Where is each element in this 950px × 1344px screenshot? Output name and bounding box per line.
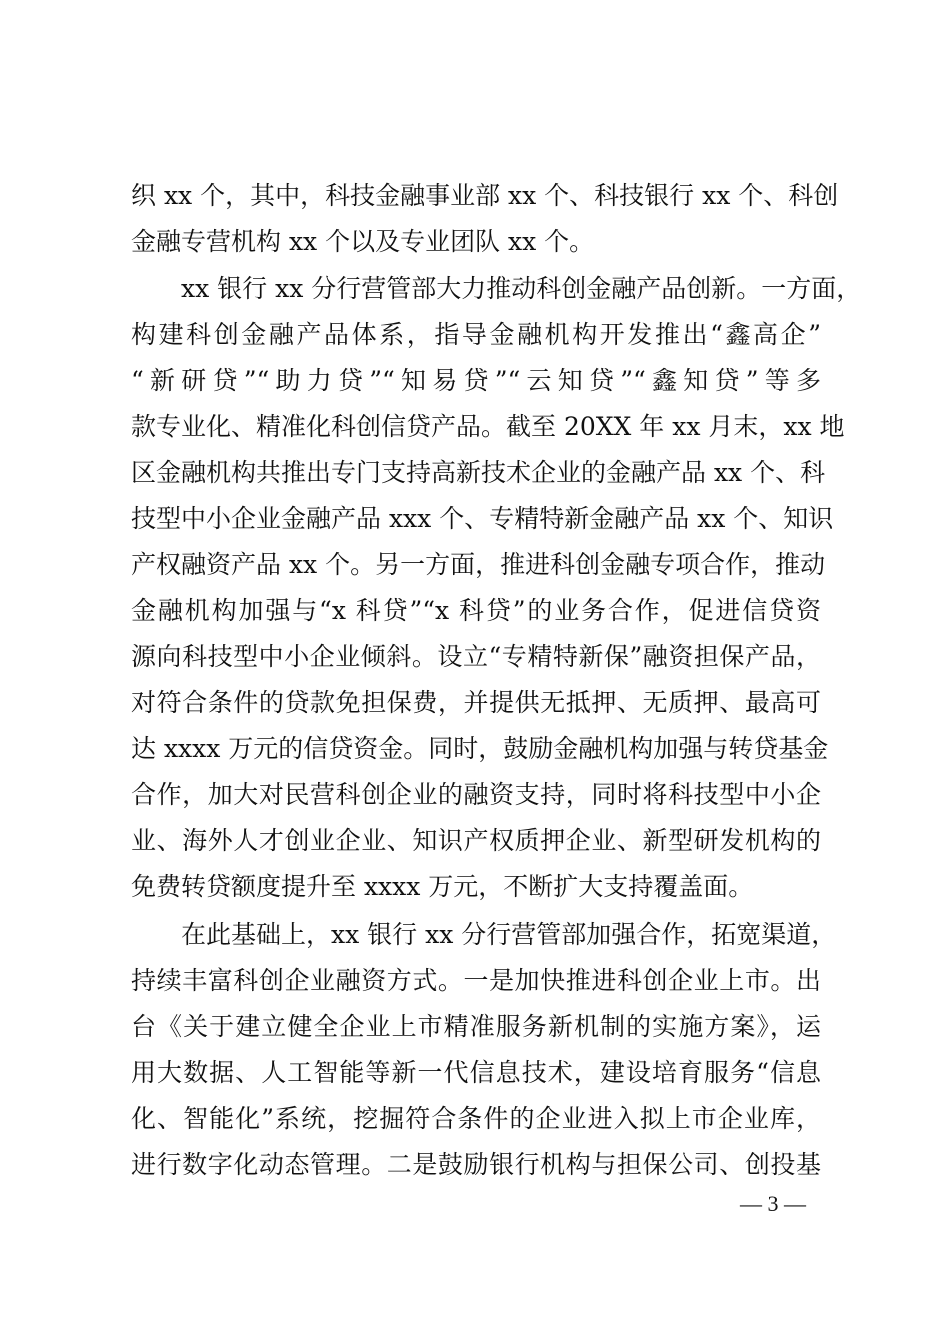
text-line: 达 xxxx 万元的信贷资金。同时，鼓励金融机构加强与转贷基金 [131, 734, 829, 763]
text-line: 业、海外人才创业企业、知识产权质押企业、新型研发机构的 [131, 826, 821, 855]
text-line: xx 银行 xx 分行营管部大力推动科创金融产品创新。一方面， [181, 274, 862, 303]
text-line: 金融专营机构 xx 个以及专业团队 xx 个。 [131, 227, 595, 256]
text-line: “新研贷”“助力贷”“知易贷”“云知贷”“鑫知贷”等多 [131, 366, 821, 395]
text-line: 台《关于建立健全企业上市精准服务新机制的实施方案》，运 [131, 1012, 821, 1041]
text-line: 织 xx 个，其中，科技金融事业部 xx 个、科技银行 xx 个、科创 [131, 181, 839, 210]
text-line: 区金融机构共推出专门支持高新技术企业的金融产品 xx 个、科 [131, 458, 826, 487]
text-line: 技型中小企业金融产品 xxx 个、专精特新金融产品 xx 个、知识 [131, 504, 834, 533]
text-line: 在此基础上，xx 银行 xx 分行营管部加强合作，拓宽渠道， [181, 920, 837, 949]
text-line: 源向科技型中小企业倾斜。设立“专精特新保”融资担保产品， [131, 642, 821, 671]
text-line: 免费转贷额度提升至 xxxx 万元，不断扩大支持覆盖面。 [131, 872, 754, 901]
text-line: 进行数字化动态管理。二是鼓励银行机构与担保公司、创投基 [131, 1150, 821, 1179]
text-line: 用大数据、人工智能等新一代信息技术，建设培育服务“信息 [131, 1058, 821, 1087]
text-line: 产权融资产品 xx 个。另一方面，推进科创金融专项合作，推动 [131, 550, 826, 579]
text-line: 合作，加大对民营科创企业的融资支持，同时将科技型中小企 [131, 780, 821, 809]
page-number: — 3 — [740, 1191, 806, 1216]
text-line: 对符合条件的贷款免担保费，并提供无抵押、无质押、最高可 [131, 688, 821, 717]
text-line: 款专业化、精准化科创信贷产品。截至 20XX 年 xx 月末，xx 地 [131, 412, 845, 441]
text-line: 构建科创金融产品体系，指导金融机构开发推出“鑫高企” [131, 320, 821, 349]
text-line: 持续丰富科创企业融资方式。一是加快推进科创企业上市。出 [131, 966, 821, 995]
text-line: 金融机构加强与“x 科贷”“x 科贷”的业务合作，促进信贷资 [131, 596, 821, 625]
text-line: 化、智能化”系统，挖掘符合条件的企业进入拟上市企业库， [131, 1104, 821, 1133]
